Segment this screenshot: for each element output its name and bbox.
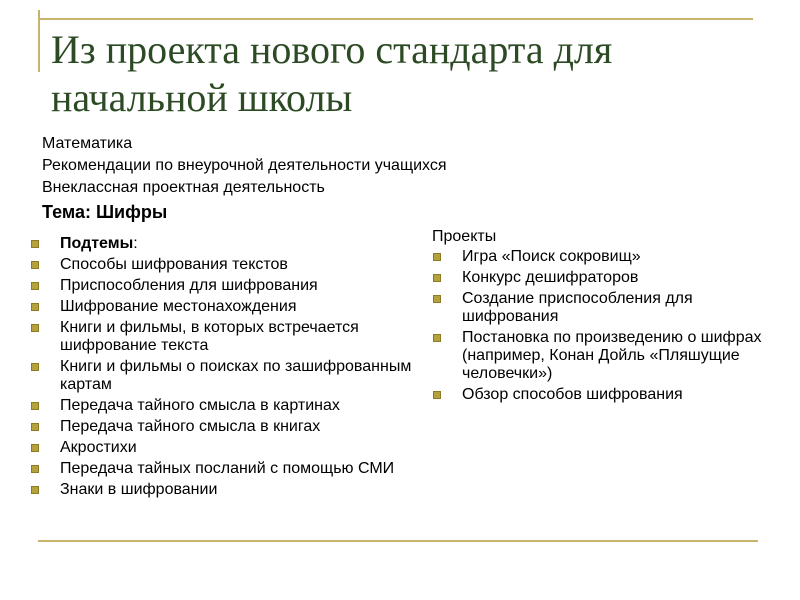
bullet-icon: [31, 324, 39, 332]
bullet-icon: [433, 274, 441, 282]
list-item: [30, 358, 415, 394]
list-item: [432, 329, 772, 383]
list-item-text: Акростихи: [60, 439, 137, 456]
bullet-icon: [31, 261, 39, 269]
left-rule: [38, 10, 40, 72]
bullet-icon: [31, 363, 39, 371]
list-item-text: Постановка по произведению о шифрах (например, Конан Дойль «Пляшущие человечки»): [462, 329, 762, 382]
list-item: [30, 439, 415, 457]
list-item: [30, 460, 415, 478]
list-item-text: Обзор способов шифрования: [462, 386, 683, 403]
slide-title: Из проекта нового стандарта для начальной школы: [51, 27, 613, 120]
bullet-icon: [31, 423, 39, 431]
list-item: [30, 319, 415, 355]
list-item: [432, 248, 772, 266]
list-item: [432, 269, 772, 287]
list-item-text: Книги и фильмы о поисках по зашифрованным картам: [60, 358, 412, 393]
list-item-text: Передача тайного смысла в книгах: [60, 418, 321, 435]
bullet-icon: [31, 402, 39, 410]
list-item-text: Игра «Поиск сокровищ»: [462, 248, 641, 265]
top-rule: [38, 18, 753, 20]
list-item: [30, 481, 415, 499]
subtopics-list: [30, 235, 415, 499]
intro-line-activity: Внеклассная проектная деятельность: [42, 179, 325, 196]
list-item: [30, 418, 415, 436]
bullet-icon: [31, 282, 39, 290]
list-item-text: Конкурс дешифраторов: [462, 269, 639, 286]
bullet-icon: [433, 253, 441, 261]
intro-line-recommendations: Рекомендации по внеурочной деятельности учащихся: [42, 157, 447, 174]
list-item-text: Книги и фильмы, в которых встречается шифрование текста: [60, 319, 359, 354]
projects-heading: Проекты: [432, 228, 497, 245]
bottom-rule: [38, 540, 758, 542]
list-item-text: Способы шифрования текстов: [60, 256, 288, 273]
bullet-icon: [31, 465, 39, 473]
intro-line-subject: Математика: [42, 135, 133, 152]
list-item: [432, 290, 772, 326]
intro-block: [42, 133, 742, 225]
subtopics-heading-label: Подтемы: [60, 235, 134, 252]
list-item-text: Создание приспособления для шифрования: [462, 290, 693, 325]
list-item: [30, 256, 415, 274]
bullet-icon: [31, 240, 39, 248]
bullet-icon: [433, 334, 441, 342]
list-item-text: Передача тайного смысла в картинах: [60, 397, 340, 414]
bullet-icon: [31, 303, 39, 311]
theme-heading: Тема: Шифры: [42, 202, 168, 222]
list-item: [30, 397, 415, 415]
bullet-icon: [31, 444, 39, 452]
list-item-text: Шифрование местонахождения: [60, 298, 297, 315]
bullet-icon: [31, 486, 39, 494]
list-item: [30, 298, 415, 316]
bullet-icon: [433, 391, 441, 399]
list-item: [30, 277, 415, 295]
subtopics-column: [30, 235, 415, 502]
subtopics-heading-colon: :: [133, 235, 138, 252]
projects-column: [432, 227, 772, 407]
list-item-text: Передача тайных посланий с помощью СМИ: [60, 460, 395, 477]
list-item-text: Знаки в шифровании: [60, 481, 218, 498]
projects-list: [432, 248, 772, 404]
bullet-icon: [433, 295, 441, 303]
list-item: [432, 386, 772, 404]
list-item-text: Приспособления для шифрования: [60, 277, 318, 294]
subtopics-heading: [30, 235, 415, 253]
